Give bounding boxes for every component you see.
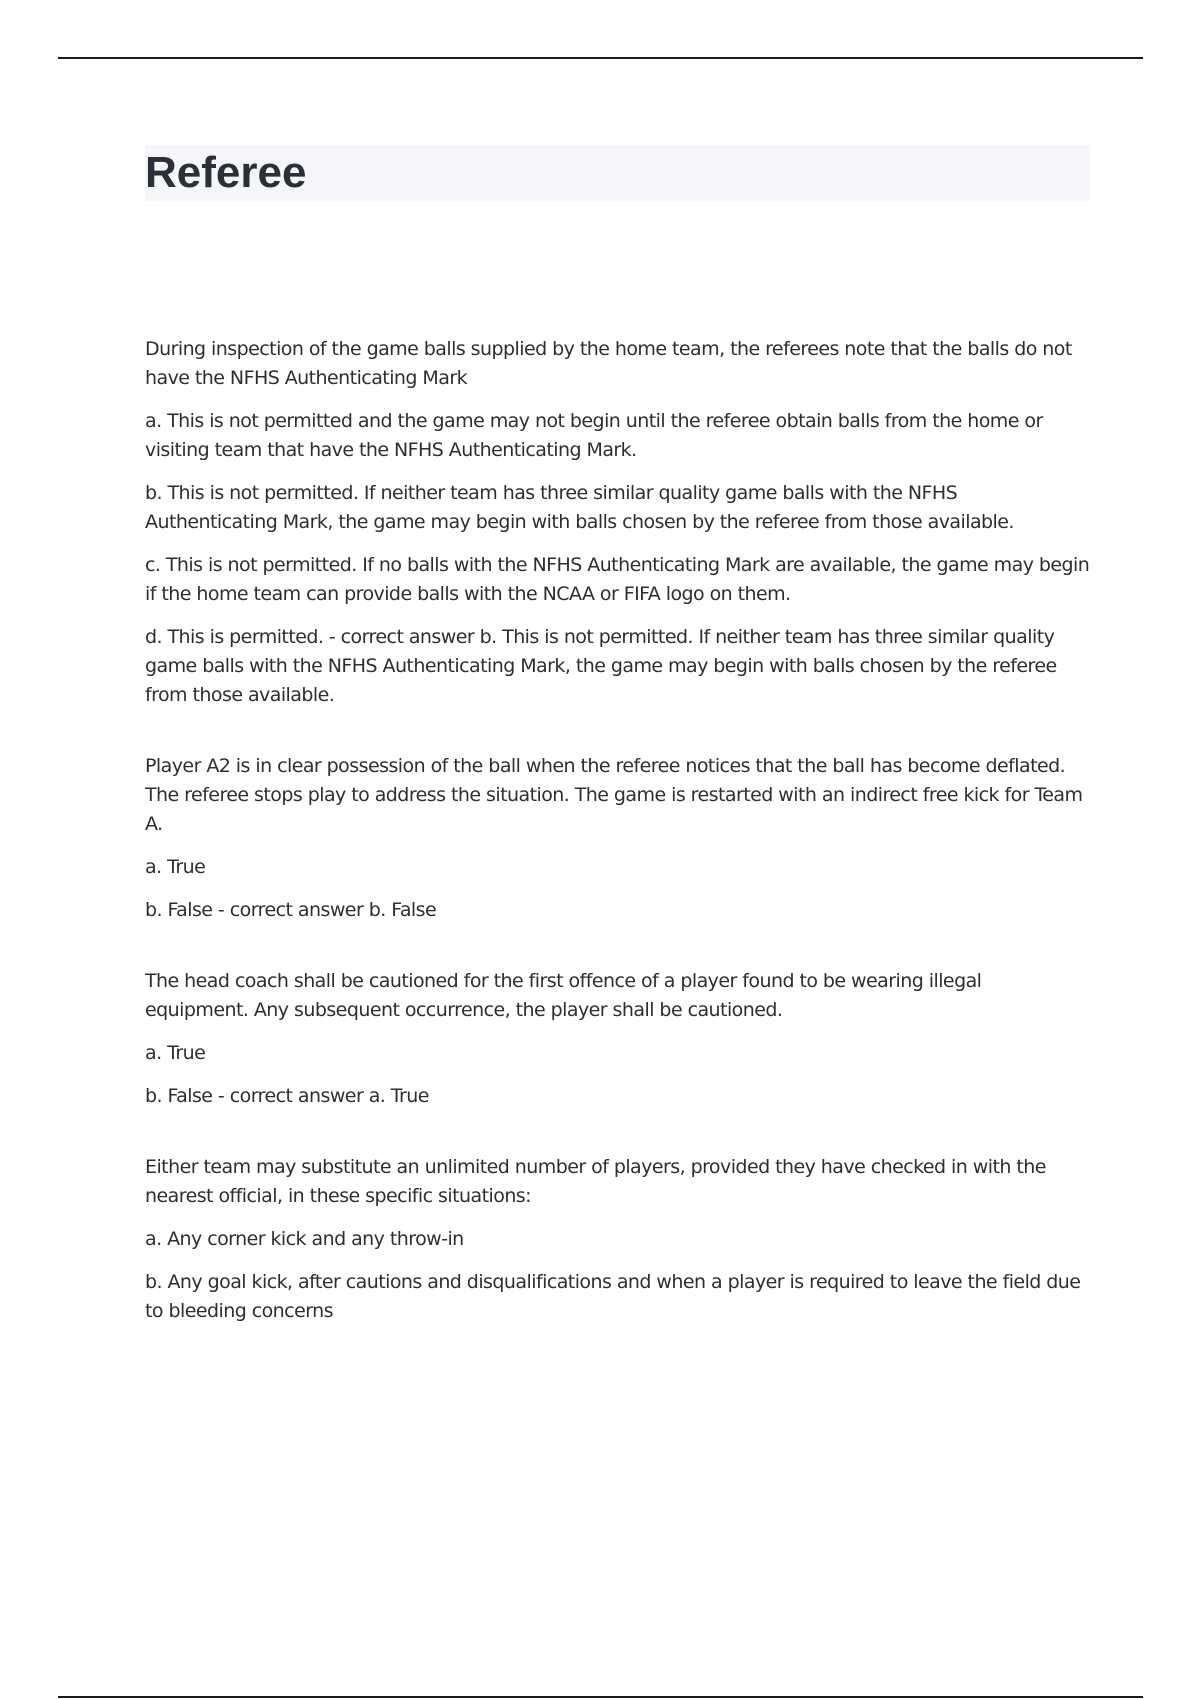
bottom-divider	[58, 1696, 1143, 1698]
answer-option: a. Any corner kick and any throw-in	[145, 1228, 464, 1250]
answer-option: d. This is permitted. - correct answer b. This is not permitted. If neither team has three similar quality game balls with the NFHS Authenticating Mark, the game may begin with balls chosen by the referee from those available.	[145, 626, 1057, 706]
question-block	[145, 335, 1090, 710]
answer-option: b. False - correct answer a. True	[145, 1085, 429, 1107]
document-body	[145, 335, 1090, 1340]
question-stem: Either team may substitute an unlimited number of players, provided they have checked in with the nearest official, in these specific situations:	[145, 1156, 1046, 1207]
answer-option: a. True	[145, 1042, 206, 1064]
question-block	[145, 1153, 1090, 1326]
question-stem: During inspection of the game balls supplied by the home team, the referees note that the balls do not have the NFHS Authenticating Mark	[145, 338, 1072, 389]
answer-option: b. This is not permitted. If neither team has three similar quality game balls with the NFHS Authenticating Mark, the game may begin with balls chosen by the referee from those available.	[145, 482, 1014, 533]
question-stem: Player A2 is in clear possession of the ball when the referee notices that the ball has become deflated. The referee stops play to address the situation. The game is restarted with an indirect free kick for Team A.	[145, 755, 1083, 835]
answer-option: c. This is not permitted. If no balls with the NFHS Authenticating Mark are available, the game may begin if the home team can provide balls with the NCAA or FIFA logo on them.	[145, 554, 1090, 605]
answer-option: a. This is not permitted and the game may not begin until the referee obtain balls from the home or visiting team that have the NFHS Authenticating Mark.	[145, 410, 1043, 461]
top-divider	[58, 57, 1143, 59]
question-stem: The head coach shall be cautioned for the first offence of a player found to be wearing illegal equipment. Any subsequent occurrence, the player shall be cautioned.	[145, 970, 982, 1021]
answer-option: b. Any goal kick, after cautions and disqualifications and when a player is required to leave the field due to bleeding concerns	[145, 1271, 1081, 1322]
question-block	[145, 967, 1090, 1111]
answer-option: a. True	[145, 856, 206, 878]
page-title: Referee	[145, 148, 307, 197]
question-block	[145, 752, 1090, 925]
answer-option: b. False - correct answer b. False	[145, 899, 437, 921]
